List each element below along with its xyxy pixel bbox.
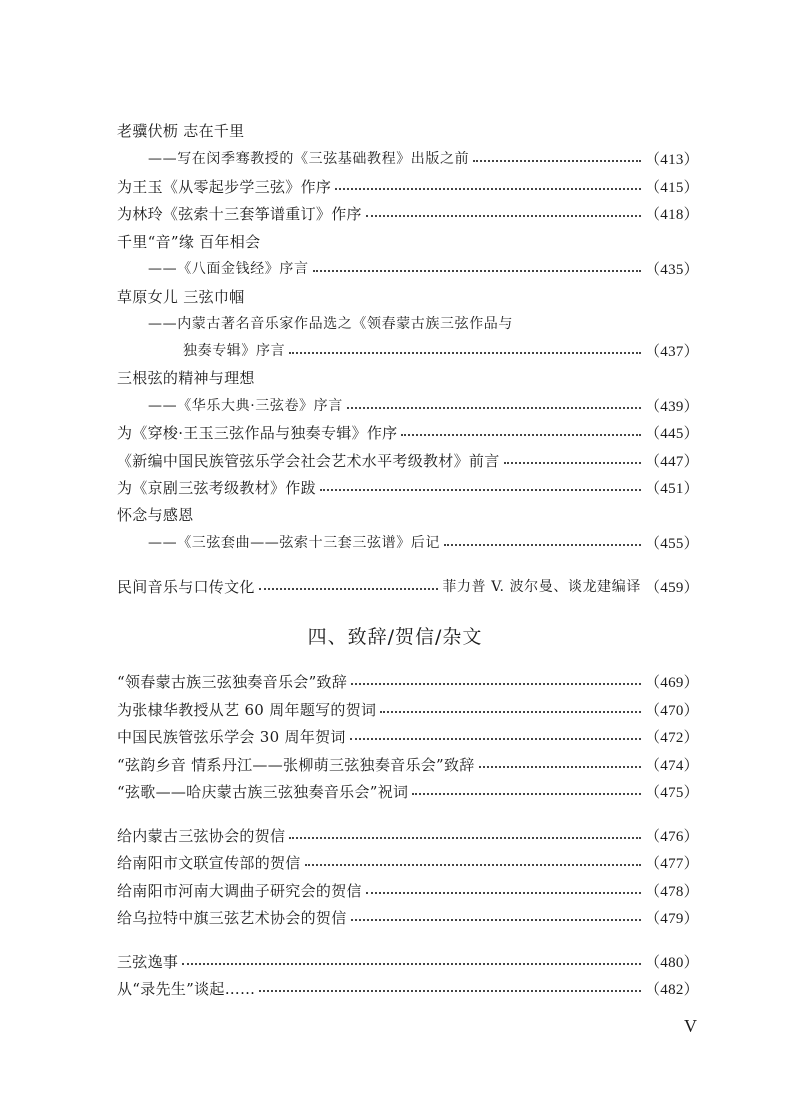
- section-heading: 四、致辞/贺信/杂文: [307, 626, 483, 648]
- page-number: （455）: [644, 535, 699, 552]
- dot-leader: [380, 711, 641, 713]
- toc-entry: [148, 145, 699, 171]
- dot-leader: [444, 544, 641, 546]
- toc-entry: [117, 573, 699, 599]
- toc-title: 为《穿梭·王玉三弦作品与独奏专辑》作序: [117, 423, 398, 442]
- toc-title: “领春蒙古族三弦独奏音乐会”致辞: [117, 672, 348, 691]
- toc-title: 三根弦的精神与理想: [117, 368, 255, 387]
- toc-entry: [148, 255, 699, 281]
- toc-title: 给南阳市河南大调曲子研究会的贺信: [117, 881, 362, 900]
- page-number: （475）: [644, 784, 699, 801]
- dot-leader: [366, 892, 641, 894]
- dot-leader: [182, 963, 641, 965]
- toc-title: 独奏专辑》序言: [183, 343, 286, 359]
- dot-leader: [347, 407, 641, 409]
- toc-entry: [183, 337, 699, 363]
- dot-leader: [320, 489, 641, 491]
- toc-entry: [117, 904, 699, 930]
- toc-title: “弦歌——哈庆蒙古族三弦独奏音乐会”祝词: [117, 782, 409, 801]
- toc-entry: [117, 822, 699, 848]
- dot-leader: [351, 919, 641, 921]
- toc-entry: [117, 849, 699, 875]
- dot-leader: [479, 766, 641, 768]
- toc-title: ——《华乐大典·三弦卷》序言: [148, 398, 343, 414]
- dot-leader: [289, 837, 641, 839]
- toc-entry-continued: [148, 310, 699, 336]
- toc-entry: [117, 668, 699, 694]
- dot-leader: [259, 588, 439, 590]
- toc-title: ——内蒙古著名音乐家作品选之《领春蒙古族三弦作品与: [148, 316, 513, 332]
- page-number: （472）: [644, 729, 699, 746]
- toc-title: 为王玉《从零起步学三弦》作序: [117, 177, 332, 196]
- page-number: （437）: [644, 343, 699, 360]
- toc-entry: [117, 474, 699, 500]
- page-number: （478）: [644, 883, 699, 900]
- dot-leader: [335, 188, 641, 190]
- dot-leader: [289, 352, 641, 354]
- toc-title: 给南阳市文联宣传部的贺信: [117, 853, 301, 872]
- toc-title: 怀念与感恩: [117, 505, 194, 524]
- toc-entry: [117, 975, 699, 1001]
- toc-entry: [117, 877, 699, 903]
- toc-title: 为林玲《弦索十三套筝谱重订》作序: [117, 204, 362, 223]
- toc-entry: [117, 948, 699, 974]
- toc-title: 三弦逸事: [117, 952, 179, 971]
- toc-title: 千里“音”缘 百年相会: [117, 232, 261, 251]
- toc-heading: [117, 364, 699, 390]
- dot-leader: [305, 864, 641, 866]
- toc-title: 草原女儿 三弦巾帼: [117, 287, 245, 306]
- toc-title: ——《八面金钱经》序言: [148, 261, 309, 277]
- toc-title: 从“录先生”谈起……: [117, 979, 256, 998]
- toc-heading: [117, 283, 699, 309]
- toc-entry: [148, 392, 699, 418]
- toc-heading: [117, 228, 699, 254]
- dot-leader: [351, 683, 641, 685]
- dot-leader: [401, 434, 641, 436]
- toc-title: 为张棣华教授从艺 60 周年题写的贺词: [117, 700, 377, 719]
- dot-leader: [366, 215, 641, 217]
- toc-title: “弦韵乡音 情系丹江——张柳萌三弦独奏音乐会”致辞: [117, 755, 475, 774]
- page-number: （459）: [644, 579, 699, 596]
- toc-title: ——写在闵季骞教授的《三弦基础教程》出版之前: [148, 151, 470, 167]
- toc-entry: [117, 723, 699, 749]
- page-number: （476）: [644, 828, 699, 845]
- page-number: （474）: [644, 757, 699, 774]
- toc-entry: [117, 447, 699, 473]
- page-number: （445）: [644, 425, 699, 442]
- page-number: （435）: [644, 261, 699, 278]
- toc-heading: [117, 117, 699, 143]
- dot-leader: [313, 270, 641, 272]
- toc-heading: [117, 501, 699, 527]
- toc-author: 菲力普 V. 波尔曼、谈龙建编译: [442, 579, 641, 595]
- toc-title: 老骥伏枥 志在千里: [117, 121, 245, 140]
- dot-leader: [504, 462, 641, 464]
- toc-title: 民间音乐与口传文化: [117, 577, 255, 596]
- page-folio: V: [684, 1016, 697, 1036]
- page-number: （418）: [644, 206, 699, 223]
- page-number: （451）: [644, 480, 699, 497]
- toc-entry: [148, 529, 699, 555]
- toc-entry: [117, 419, 699, 445]
- toc-title: 给内蒙古三弦协会的贺信: [117, 826, 286, 845]
- page-number: （470）: [644, 702, 699, 719]
- page-number: （477）: [644, 855, 699, 872]
- toc-title: 中国民族管弦乐学会 30 周年贺词: [117, 727, 346, 746]
- toc-title: 给乌拉特中旗三弦艺术协会的贺信: [117, 908, 347, 927]
- page-number: （447）: [644, 453, 699, 470]
- toc-entry: [117, 200, 699, 226]
- dot-leader: [350, 738, 641, 740]
- page-number: （469）: [644, 674, 699, 691]
- page-number: （480）: [644, 954, 699, 971]
- toc-entry: [117, 751, 699, 777]
- dot-leader: [473, 160, 641, 162]
- page-number: （413）: [644, 151, 699, 168]
- toc-entry: [117, 173, 699, 199]
- page-number: （415）: [644, 179, 699, 196]
- page-number: （482）: [644, 981, 699, 998]
- page-number: （439）: [644, 398, 699, 415]
- toc-title: ——《三弦套曲——弦索十三套三弦谱》后记: [148, 535, 440, 551]
- toc-title: 《新编中国民族管弦乐学会社会艺术水平考级教材》前言: [117, 451, 500, 470]
- page-number: （479）: [644, 910, 699, 927]
- toc-entry: [117, 696, 699, 722]
- toc-entry: [117, 778, 699, 804]
- dot-leader: [259, 990, 641, 992]
- dot-leader: [412, 793, 641, 795]
- toc-title: 为《京剧三弦考级教材》作跋: [117, 478, 316, 497]
